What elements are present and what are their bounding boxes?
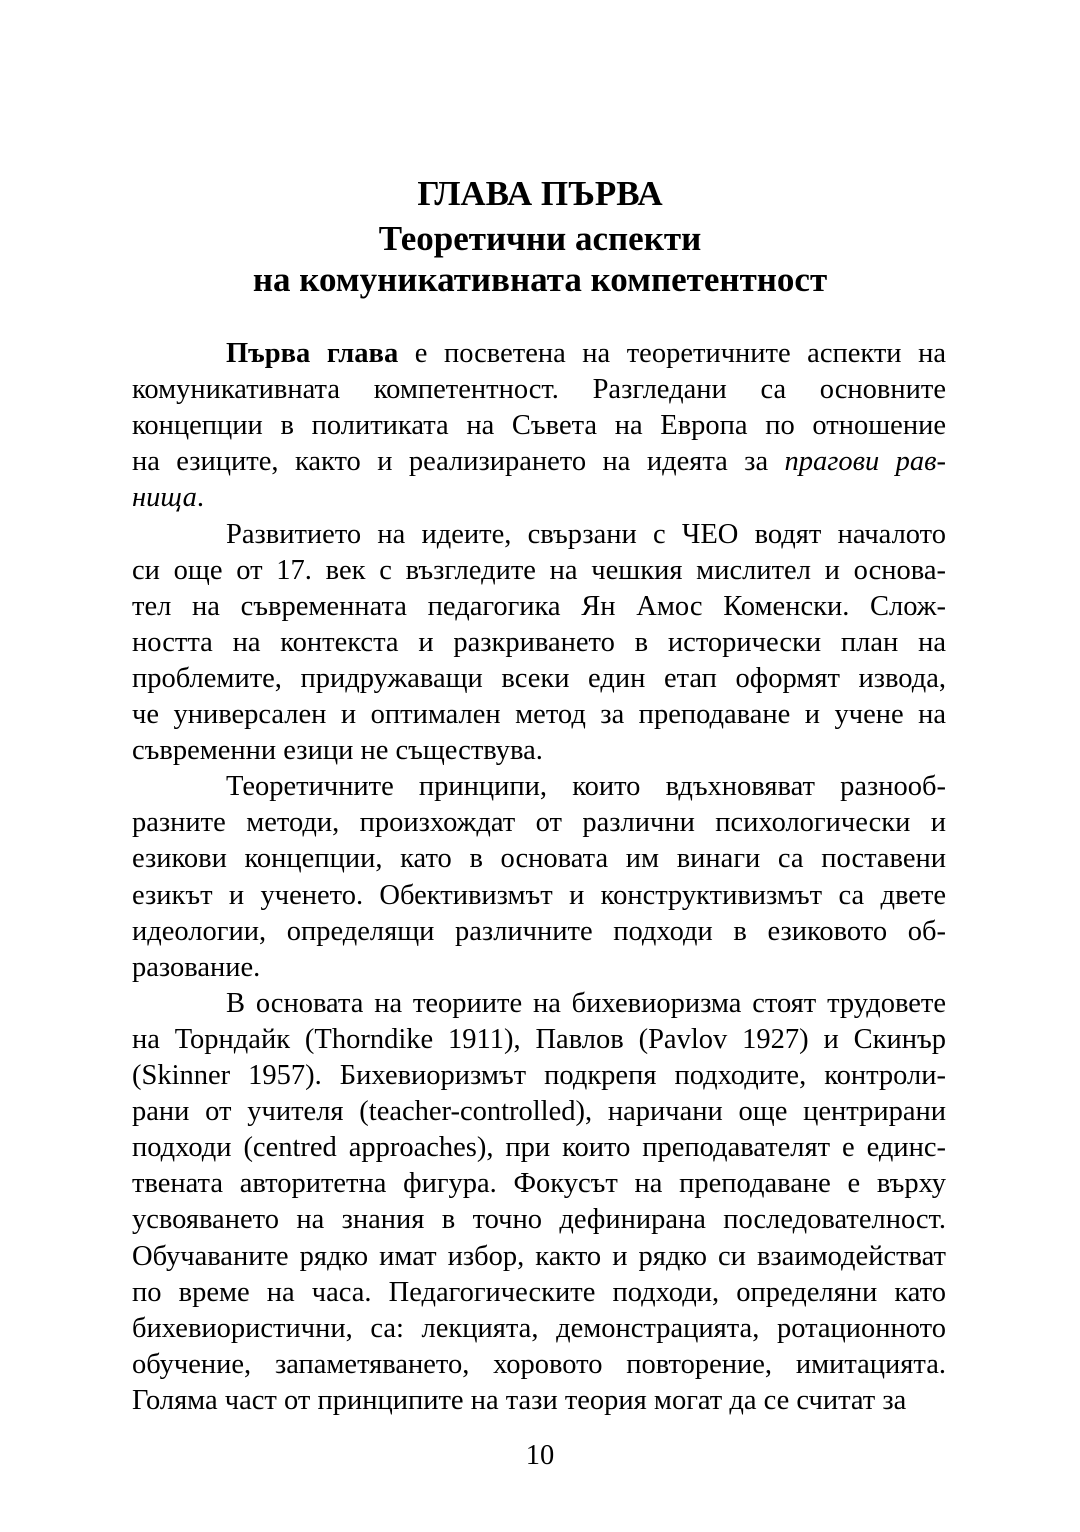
text-segment: твената авторитетна фигура. Фокусът на преподаване е върху <box>132 1168 946 1200</box>
italic-text: нища <box>132 482 197 514</box>
paragraph-3-line-1 <box>226 769 946 805</box>
text-segment: В основата на теориите на бихевиоризма стоят трудовете <box>226 987 946 1019</box>
paragraph-3-line-5 <box>132 914 946 950</box>
paragraph-3-line-3 <box>132 841 946 877</box>
paragraph-4-line-8 <box>132 1239 946 1275</box>
paragraph-4-line-3 <box>132 1058 946 1094</box>
text-segment: бихевиористични, са: лекцията, демонстрацията, ротационното <box>132 1312 946 1344</box>
paragraph-1-line-1 <box>226 336 946 372</box>
paragraph-2-line-1 <box>226 517 946 553</box>
paragraph-1-line-2 <box>132 372 946 408</box>
text-segment: по време на часа. Педагогическите подходи, определяни като <box>132 1276 946 1308</box>
paragraph-4-line-6 <box>132 1166 946 1202</box>
paragraph-4-line-2 <box>132 1022 946 1058</box>
text-segment: Развитието на идеите, свързани с ЧЕО водят началото <box>226 518 946 550</box>
text-segment: Голяма част от принципите на тази теория могат да се считат за <box>132 1384 907 1416</box>
paragraph-4-line-10 <box>132 1311 946 1347</box>
paragraph-4-line-7 <box>132 1202 946 1238</box>
paragraph-2-line-5 <box>132 661 946 697</box>
chapter-label: ГЛАВА ПЪРВА <box>417 174 663 213</box>
paragraph-3-line-6 <box>132 950 946 986</box>
text-segment: че универсален и оптимален метод за преподаване и учене на <box>132 699 946 730</box>
paragraph-2-line-3 <box>132 589 946 625</box>
text-segment: на Торндайк (Thorndike 1911), Павлов (Pavlov 1927) и Скинър <box>132 1023 946 1055</box>
text-segment: Обучаваните рядко имат избор, както и рядко си взаимодействат <box>132 1240 946 1272</box>
text-segment: комуникативната компетентност. Разгледани са основните <box>132 374 946 406</box>
bold-text: Първа глава <box>226 338 399 369</box>
paragraph-2-line-6 <box>132 697 946 733</box>
paragraph-4-line-11 <box>132 1347 946 1383</box>
text-segment: разование. <box>132 951 261 983</box>
page-number: 10 <box>525 1440 555 1471</box>
text-segment: тел на съвременната педагогика Ян Амос Коменски. Слож- <box>132 590 946 622</box>
paragraph-2-line-2 <box>132 553 946 589</box>
text-segment: езикови концепции, като в основата им винаги са поставени <box>132 843 946 875</box>
paragraph-2-line-7 <box>132 733 946 769</box>
chapter-title-line-2: на комуникативната компетентност <box>252 260 828 299</box>
text-segment: на езиците, както и реализирането на идеята за <box>132 446 785 478</box>
paragraph-4-line-5 <box>132 1130 946 1166</box>
italic-text: прагови рав- <box>784 446 947 478</box>
paragraph-2-line-4 <box>132 625 946 661</box>
text-segment: (Skinner 1957). Бихевиоризмът подкрепя подходите, контроли- <box>132 1060 946 1091</box>
text-segment: концепции в политиката на Съвета на Европа по отношение <box>132 410 946 442</box>
text-segment: съвременни езици не съществува. <box>132 735 543 767</box>
text-segment: е посветена на теоретичните аспекти на <box>398 338 946 369</box>
text-segment: . <box>196 482 204 514</box>
paragraph-4-line-4 <box>132 1094 946 1130</box>
text-segment: подходи (centred approaches), при които преподавателят е единс- <box>132 1132 946 1164</box>
paragraph-3-line-4 <box>132 878 946 914</box>
paragraph-3-line-2 <box>132 805 946 841</box>
paragraph-4-line-9 <box>132 1275 946 1311</box>
text-segment: обучение, запаметяването, хоровото повторение, имитацията. <box>132 1348 946 1380</box>
text-segment: разните методи, произхождат от различни психологически и <box>132 807 946 839</box>
text-segment: рани от учителя (teacher-controlled), наричани още центрирани <box>132 1096 946 1128</box>
paragraph-1-line-4 <box>132 444 946 480</box>
text-segment: Теоретичните принципи, които вдъхновяват разнооб- <box>226 771 946 803</box>
paragraph-1-line-5 <box>132 480 946 516</box>
text-segment: си още от 17. век с възгледите на чешкия мислител и основа- <box>132 554 946 586</box>
chapter-title-line-1: Теоретични аспекти <box>378 219 702 258</box>
text-segment: проблемите, придружаващи всеки един етап оформят извода, <box>132 662 946 694</box>
text-segment: усвояването на знания в точно дефинирана последователност. <box>132 1204 946 1236</box>
paragraph-4-line-12 <box>132 1383 946 1419</box>
text-segment: езикът и ученето. Обективизмът и конструктивизмът са двете <box>132 879 946 911</box>
paragraph-1-line-3 <box>132 408 946 444</box>
paragraph-4-line-1 <box>226 986 946 1022</box>
text-segment: идеологии, определящи различните подходи в езиковото об- <box>132 915 946 947</box>
text-segment: ността на контекста и разкриването в исторически план на <box>132 626 946 658</box>
